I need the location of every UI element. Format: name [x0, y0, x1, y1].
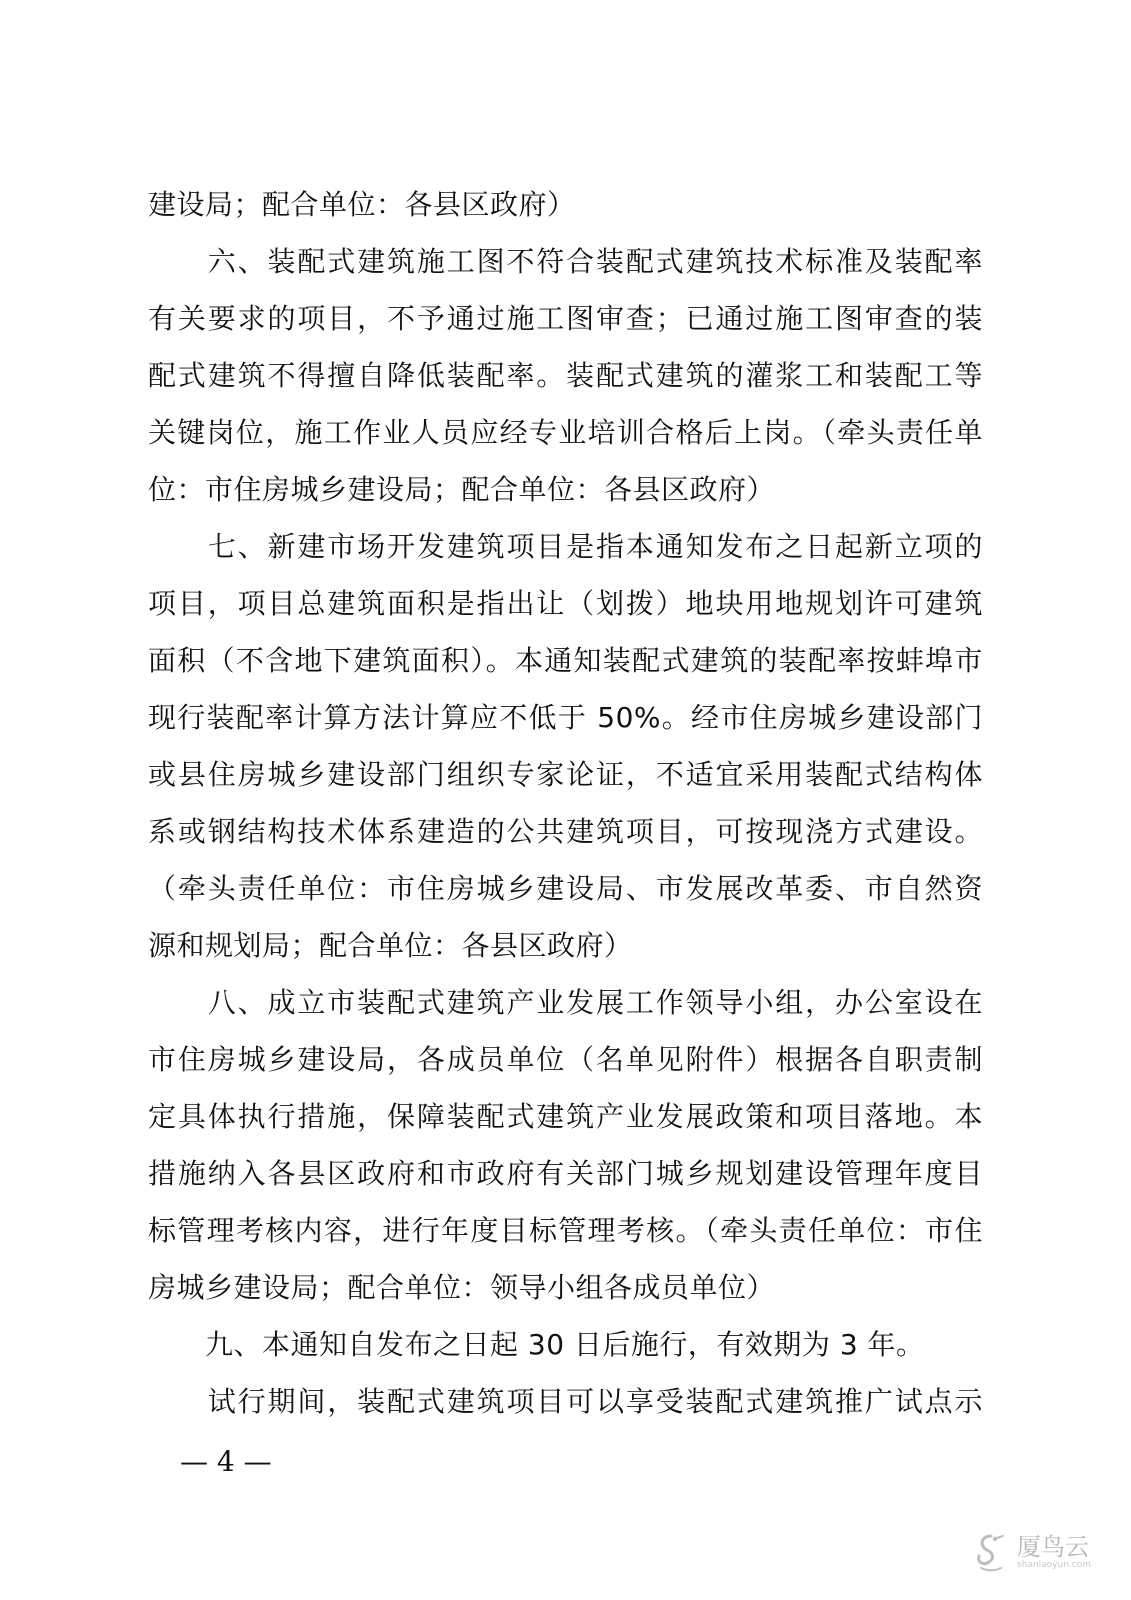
text-line: 项目，项目总建筑面积是指出让（划拨）地块用地规划许可建筑	[148, 587, 983, 620]
text-line: 七、新建市场开发建筑项目是指本通知发布之日起新立项的	[148, 530, 983, 563]
text-line: （牵头责任单位：市住房城乡建设局、市发展改革委、市自然资	[148, 872, 983, 905]
text-line: 有关要求的项目，不予通过施工图审查；已通过施工图审查的装	[148, 302, 983, 335]
text-line: 市住房城乡建设局，各成员单位（名单见附件）根据各自职责制	[148, 1043, 983, 1076]
watermark-name: 厦鸟云	[1017, 1532, 1090, 1561]
text-line: 面积（不含地下建筑面积）。本通知装配式建筑的装配率按蚌埠市	[148, 644, 983, 677]
text-line: 位：市住房城乡建设局；配合单位：各县区政府）	[148, 473, 776, 506]
text-line: 现行装配率计算方法计算应不低于 50%。经市住房城乡建设部门	[148, 701, 983, 734]
text-line: 配式建筑不得擅自降低装配率。装配式建筑的灌浆工和装配工等	[148, 359, 983, 392]
text-line: 八、成立市装配式建筑产业发展工作领导小组，办公室设在	[148, 986, 983, 1019]
text-line: 试行期间，装配式建筑项目可以享受装配式建筑推广试点示	[148, 1385, 983, 1418]
text-line: 系或钢结构技术体系建造的公共建筑项目，可按现浇方式建设。	[148, 815, 983, 848]
page-number: — 4 —	[180, 1445, 272, 1478]
text-line: 房城乡建设局；配合单位：领导小组各成员单位）	[148, 1271, 776, 1304]
text-line: 六、装配式建筑施工图不符合装配式建筑技术标准及装配率	[148, 245, 983, 278]
text-line: 标管理考核内容，进行年度目标管理考核。（牵头责任单位：市住	[148, 1214, 983, 1247]
text-line: 建设局；配合单位：各县区政府）	[148, 188, 576, 221]
watermark	[971, 1530, 1091, 1574]
watermark-url: shaniaoyun.com	[1017, 1559, 1091, 1570]
body-text	[148, 176, 983, 1430]
text-line: 源和规划局；配合单位：各县区政府）	[148, 929, 633, 962]
text-line: 或县住房城乡建设部门组织专家论证，不适宜采用装配式结构体	[148, 758, 983, 791]
text-line: 九、本通知自发布之日起 30 日后施行，有效期为 3 年。	[148, 1328, 925, 1361]
bird-logo-icon	[971, 1530, 1011, 1574]
text-line: 定具体执行措施，保障装配式建筑产业发展政策和项目落地。本	[148, 1100, 983, 1133]
text-line: 措施纳入各县区政府和市政府有关部门城乡规划建设管理年度目	[148, 1157, 983, 1190]
text-line: 关键岗位，施工作业人员应经专业培训合格后上岗。（牵头责任单	[148, 416, 983, 449]
